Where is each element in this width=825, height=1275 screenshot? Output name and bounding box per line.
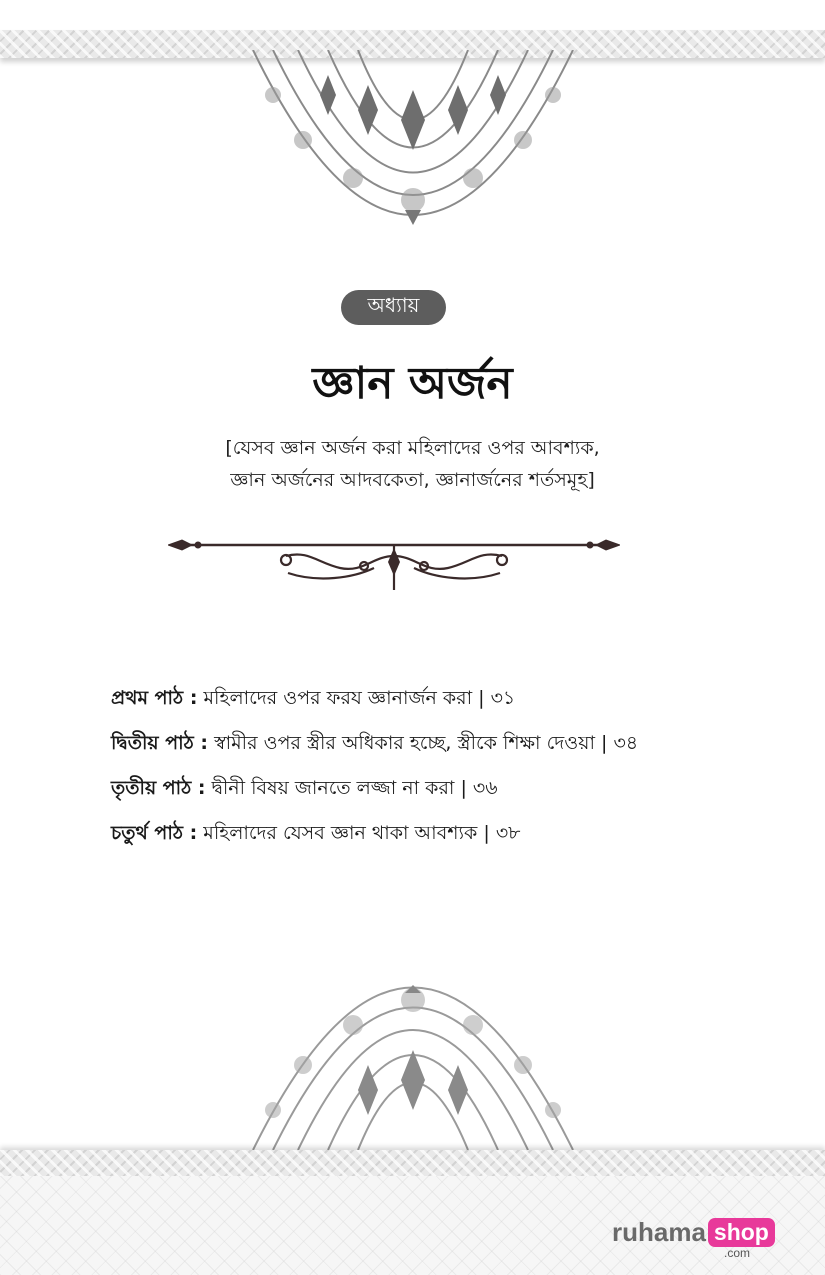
toc-entry[interactable]	[111, 721, 751, 766]
ornamental-divider	[168, 528, 620, 590]
logo-com-text: .com	[724, 1246, 751, 1260]
toc-lesson-label: দ্বিতীয় পাঠ :	[111, 732, 209, 754]
bottom-mandala-ornament	[233, 985, 593, 1150]
toc-entry[interactable]	[111, 811, 751, 856]
toc-lesson-text: দ্বীনী বিষয় জানতে লজ্জা না করা | ৩৬	[211, 777, 498, 799]
chapter-label-pill: অধ্যায়	[341, 290, 446, 325]
toc-lesson-label: প্রথম পাঠ :	[111, 687, 198, 709]
toc-lesson-text: স্বামীর ওপর স্ত্রীর অধিকার হচ্ছে, স্ত্রীকে শিক্ষা দেওয়া | ৩৪	[214, 732, 639, 754]
subtitle-line-1: [যেসব জ্ঞান অর্জন করা মহিলাদের ওপর আবশ্যক,	[225, 437, 600, 459]
ruhamashop-logo[interactable]	[612, 1212, 775, 1260]
toc-lesson-label: তৃতীয় পাঠ :	[111, 777, 206, 799]
toc-lesson-text: মহিলাদের ওপর ফরয জ্ঞানার্জন করা | ৩১	[203, 687, 516, 709]
logo-shop-badge: shop	[708, 1218, 775, 1247]
table-of-contents	[111, 676, 751, 856]
toc-entry[interactable]	[111, 676, 751, 721]
subtitle-line-2: জ্ঞান অর্জনের আদবকেতা, জ্ঞানার্জনের শর্তসমূহ]	[230, 469, 595, 491]
toc-lesson-text: মহিলাদের যেসব জ্ঞান থাকা আবশ্যক | ৩৮	[203, 822, 521, 844]
toc-entry[interactable]	[111, 766, 751, 811]
bottom-pattern-band	[0, 1150, 825, 1176]
logo-ruhama-text: ruhama	[612, 1216, 706, 1247]
top-mandala-ornament	[233, 50, 593, 225]
toc-lesson-label: চতুর্থ পাঠ :	[111, 822, 198, 844]
chapter-title: জ্ঞান অর্জন	[312, 358, 513, 409]
chapter-subtitle	[0, 432, 825, 496]
